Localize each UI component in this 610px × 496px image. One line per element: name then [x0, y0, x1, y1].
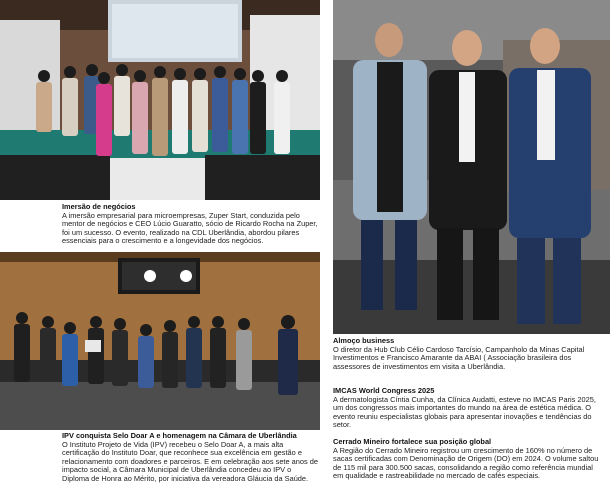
photo-ipv	[0, 252, 320, 430]
article-ipv-body: O Instituto Projeto de Vida (IPV) recebeu o Selo Doar A, a mais alta certificação do Instituto Doar, que reconhece sua excelência em gestão e relacionamento com doadores e parceiros. E em celebração aos sete anos de impacto social, a Câmara Municipal de Uberlândia concedeu ao IPV o Diploma de Honra ao Mérito, por iniciativa da vereadora Gláucia da Saúde.	[62, 439, 318, 483]
article-imcas-body: A dermatologista Cíntia Cunha, da Clínica Audatti, esteve no IMCAS Paris 2025, um dos congressos mais importantes do mundo na área de estética médica. O evento reuniu especialistas globais para apresentar inovações e tendências do setor.	[333, 394, 596, 430]
article-imersao-body: A imersão empresarial para microempresas, Zuper Start, conduzida pelo mentor de negócios e CEO Lúcio Guaratto, sócio de Ricardo Rocha na Zuper, foi um sucesso. O evento, realizado na CDL Uberlândia, abordou pilares essenciais para o crescimento e a longevidade dos negócios.	[62, 210, 318, 246]
photo-imersao-image	[0, 0, 320, 200]
article-cerrado-body: A Região do Cerrado Mineiro registrou um crescimento de 160% no número de sacas certificadas com Denominação de Origem (DO) em 2024. O volume saltou de 115 mil para 300.500 sacas, consolidando a região como referência mundial em qualidade e rastreabilidade no mercado de cafés especiais.	[333, 445, 599, 481]
photo-almoco-image	[333, 0, 610, 334]
article-imcas-title: IMCAS World Congress 2025	[333, 386, 435, 395]
article-ipv-title: IPV conquista Selo Doar A e homenagem na Câmara de Uberlândia	[62, 431, 297, 440]
article-almoco	[333, 337, 604, 371]
article-almoco-title: Almoço business	[333, 336, 395, 345]
article-cerrado	[333, 438, 604, 481]
article-imcas	[333, 387, 604, 430]
article-imersao	[62, 203, 320, 246]
photo-almoco	[333, 0, 610, 334]
article-ipv	[62, 432, 320, 484]
article-almoco-body: O diretor da Hub Club Célio Cardoso Tarcísio, Campanholo da Minas Capital Investimentos e Francisco Amarante da ABAI ( Associação brasileira dos assessores de investimentos em visita a Uberlândia.	[333, 344, 585, 371]
photo-imersao	[0, 0, 320, 200]
article-cerrado-title: Cerrado Mineiro fortalece sua posição global	[333, 437, 492, 446]
article-imersao-title: Imersão de negócios	[62, 202, 136, 211]
photo-ipv-image	[0, 252, 320, 430]
